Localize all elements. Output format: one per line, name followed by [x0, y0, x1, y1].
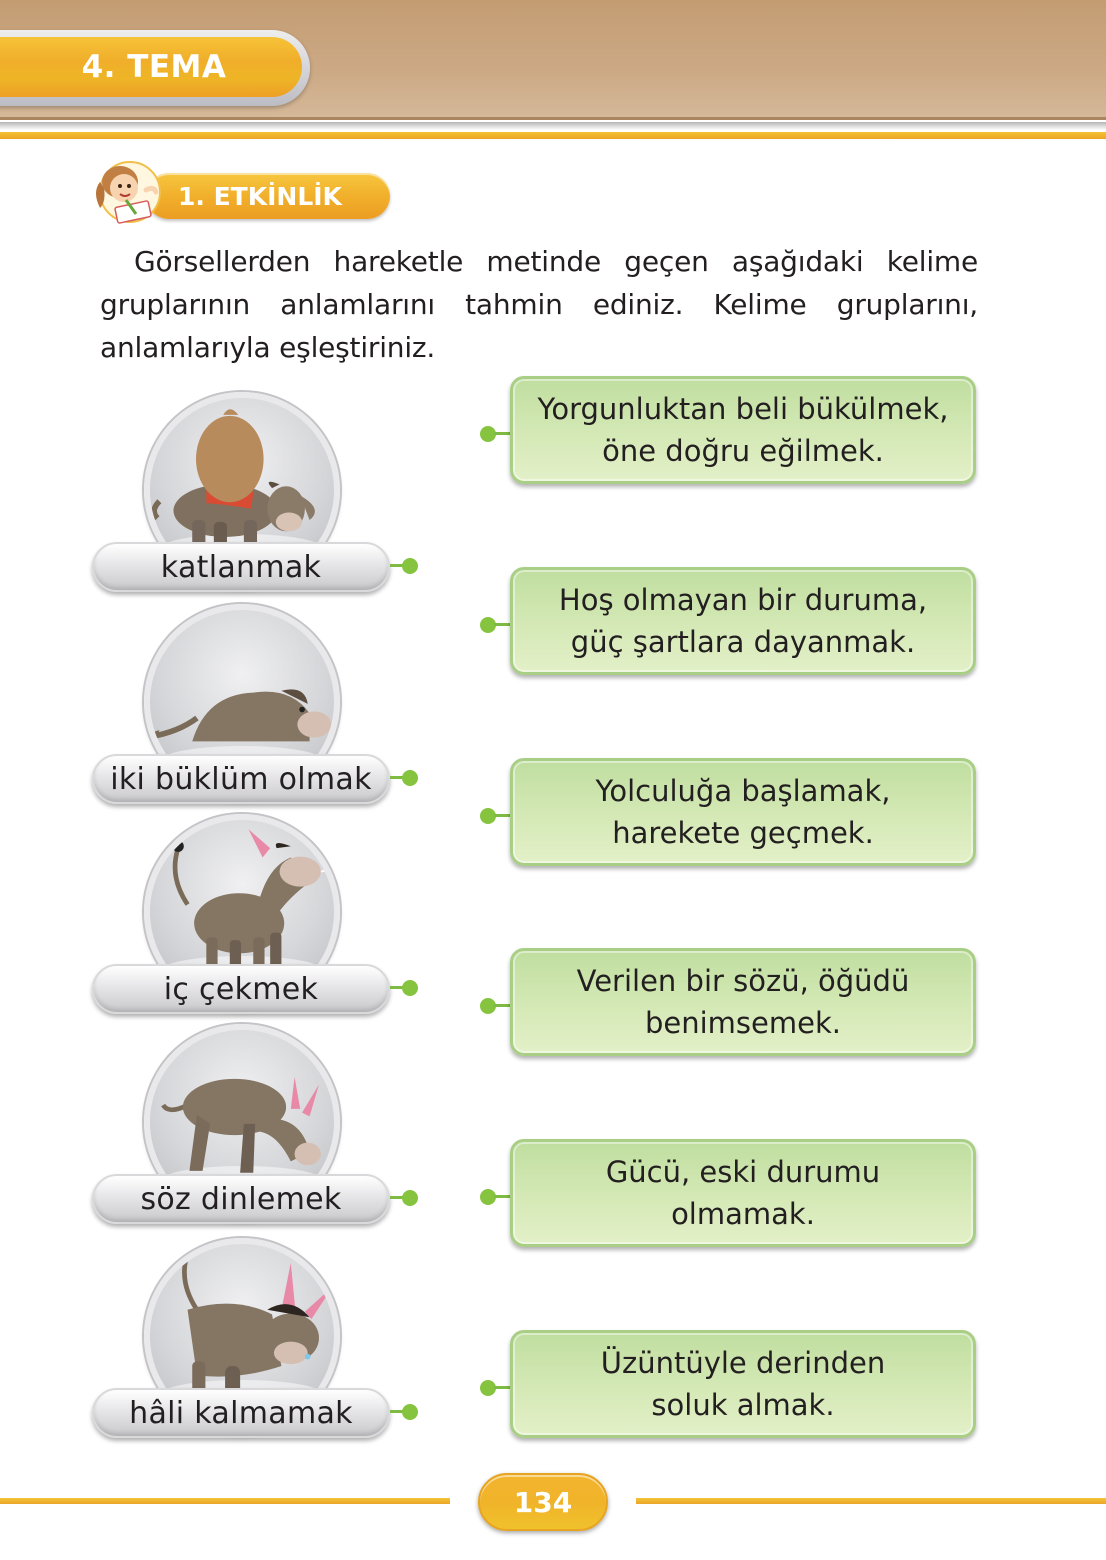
definition-box[interactable]	[510, 948, 976, 1056]
definition-line: Yolculuğa başlamak,	[595, 774, 891, 808]
page-number-badge	[478, 1473, 608, 1531]
term-label[interactable]: söz dinlemek	[92, 1174, 390, 1224]
definition-line: Gücü, eski durumu	[605, 1155, 881, 1189]
match-dot[interactable]	[402, 1190, 418, 1206]
definition-item	[478, 948, 978, 1058]
definition-item	[478, 1139, 978, 1249]
term-item-soz-dinlemek	[92, 1014, 422, 1224]
theme-badge	[0, 30, 310, 106]
definition-line: Yorgunluktan beli bükülmek,	[537, 392, 949, 426]
term-label[interactable]: iç çekmek	[92, 964, 390, 1014]
match-dot[interactable]	[402, 980, 418, 996]
definition-item	[478, 758, 978, 868]
girl-writing-icon	[86, 152, 166, 232]
definition-line: harekete geçmek.	[612, 816, 874, 850]
definition-line: Hoş olmayan bir duruma,	[558, 583, 928, 617]
footer-divider-left	[0, 1498, 450, 1504]
term-label[interactable]: iki büklüm olmak	[92, 754, 390, 804]
definition-line: olmamak.	[671, 1197, 815, 1231]
definition-box[interactable]	[510, 758, 976, 866]
header-divider	[0, 132, 1106, 139]
definition-line: soluk almak.	[651, 1388, 835, 1422]
connector-line	[494, 814, 510, 817]
match-dot[interactable]	[402, 558, 418, 574]
term-label[interactable]: hâli kalmamak	[92, 1388, 390, 1438]
definition-line: Üzüntüyle derinden	[600, 1346, 886, 1380]
page-number: 134	[513, 1485, 573, 1519]
match-dot[interactable]	[402, 1404, 418, 1420]
header-shadow	[0, 122, 1106, 130]
definition-line: öne doğru eğilmek.	[602, 434, 884, 468]
connector-line	[494, 1004, 510, 1007]
connector-line	[494, 623, 510, 626]
definition-item	[478, 567, 978, 677]
activity-badge	[86, 164, 392, 230]
definition-box[interactable]	[510, 1330, 976, 1438]
match-dot[interactable]	[402, 770, 418, 786]
definition-line: Verilen bir sözü, öğüdü	[576, 964, 910, 998]
term-item-hali-kalmamak	[92, 1228, 422, 1438]
connector-line	[494, 432, 510, 435]
term-label[interactable]: katlanmak	[92, 542, 390, 592]
connector-line	[494, 1195, 510, 1198]
definition-item	[478, 376, 978, 486]
definition-box[interactable]	[510, 1139, 976, 1247]
instruction-text: Görsellerden hareketle metinde geçen aşağıdaki kelime gruplarının anlamlarını tahmin ediniz. Kelime gruplarını, anlamlarıyla eşleştiriniz.	[100, 245, 978, 364]
definition-box[interactable]	[510, 567, 976, 675]
definition-box[interactable]	[510, 376, 976, 484]
footer-divider-right	[636, 1498, 1106, 1504]
term-item-ic-cekmek	[92, 804, 422, 1014]
definition-item	[478, 1330, 978, 1440]
definition-line: güç şartlara dayanmak.	[570, 625, 916, 659]
term-item-iki-buklum-olmak	[92, 594, 422, 804]
theme-title: 4. TEMA	[81, 49, 227, 85]
connector-line	[494, 1386, 510, 1389]
activity-title: 1. ETKİNLİK	[178, 181, 342, 211]
term-item-katlanmak	[92, 382, 422, 592]
definition-line: benimsemek.	[645, 1006, 841, 1040]
